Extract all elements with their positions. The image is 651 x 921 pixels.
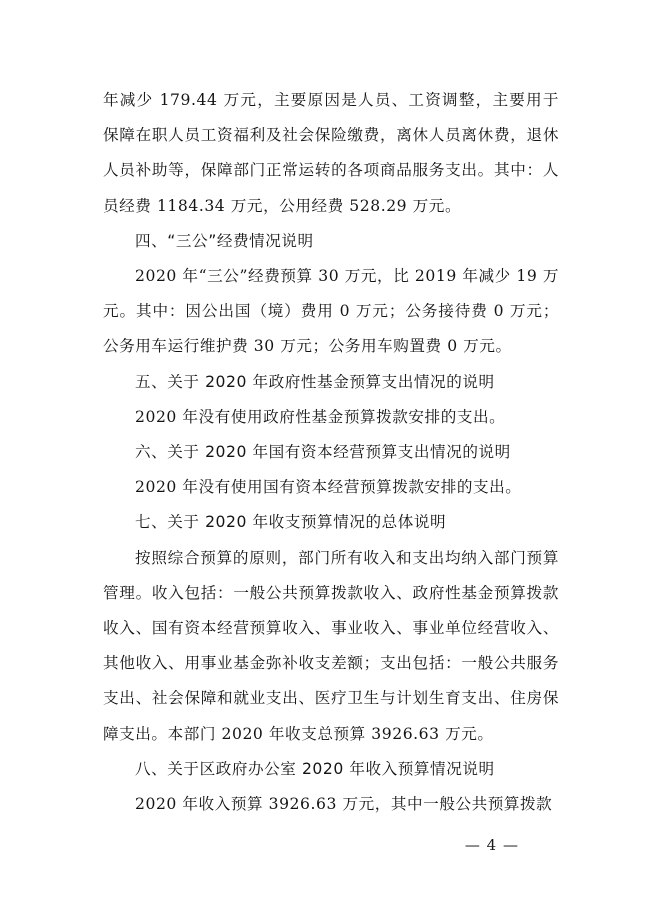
paragraph-overall-budget: 按照综合预算的原则，部门所有收入和支出均纳入部门预算管理。收入包括：一般公共预算拨款收入、政府性基金预算拨款收入、国有资本经营预算收入、事业收入、事业单位经营收入、其他收入、用事业基金弥补收支差额；支出包括：一般公共服务支出、社会保障和就业支出、医疗卫生与计划生育支出、住房保障支出。本部门 2020 年收支总预算 3926.63 万元。 — [103, 548, 559, 743]
section-heading-overall-budget: 七、关于 2020 年收支预算情况的总体说明 — [135, 513, 447, 532]
section-heading-government-fund: 五、关于 2020 年政府性基金预算支出情况的说明 — [135, 372, 495, 391]
section-heading-three-public-expenses: 四、“三公”经费情况说明 — [135, 231, 314, 250]
paragraph-personnel-costs: 年减少 179.44 万元，主要原因是人员、工资调整，主要用于保障在职人员工资福利及社会保险缴费，离休人员离休费，退休人员补助等，保障部门正常运转的各项商品服务支出。其中：人员经费 1184.34 万元，公用经费 528.29 万元。 — [103, 91, 559, 215]
paragraph-state-capital: 2020 年没有使用国有资本经营预算拨款安排的支出。 — [135, 478, 522, 497]
page-footer — [0, 835, 651, 854]
section-heading-income-budget: 八、关于区政府办公室 2020 年收入预算情况说明 — [135, 759, 495, 778]
document-body — [103, 83, 559, 822]
section-heading-state-capital: 六、关于 2020 年国有资本经营预算支出情况的说明 — [135, 443, 511, 462]
paragraph-income-budget: 2020 年收入预算 3926.63 万元，其中一般公共预算拨款 — [135, 795, 553, 814]
page-number: — 4 — — [464, 836, 519, 854]
paragraph-government-fund: 2020 年没有使用政府性基金预算拨款安排的支出。 — [135, 407, 506, 426]
paragraph-three-public-expenses: 2020 年“三公”经费预算 30 万元，比 2019 年减少 19 万元。其中：因公出国（境）费用 0 万元；公务接待费 0 万元；公务用车运行维护费 30 万元；公务用车购置费 0 万元。 — [103, 267, 559, 356]
